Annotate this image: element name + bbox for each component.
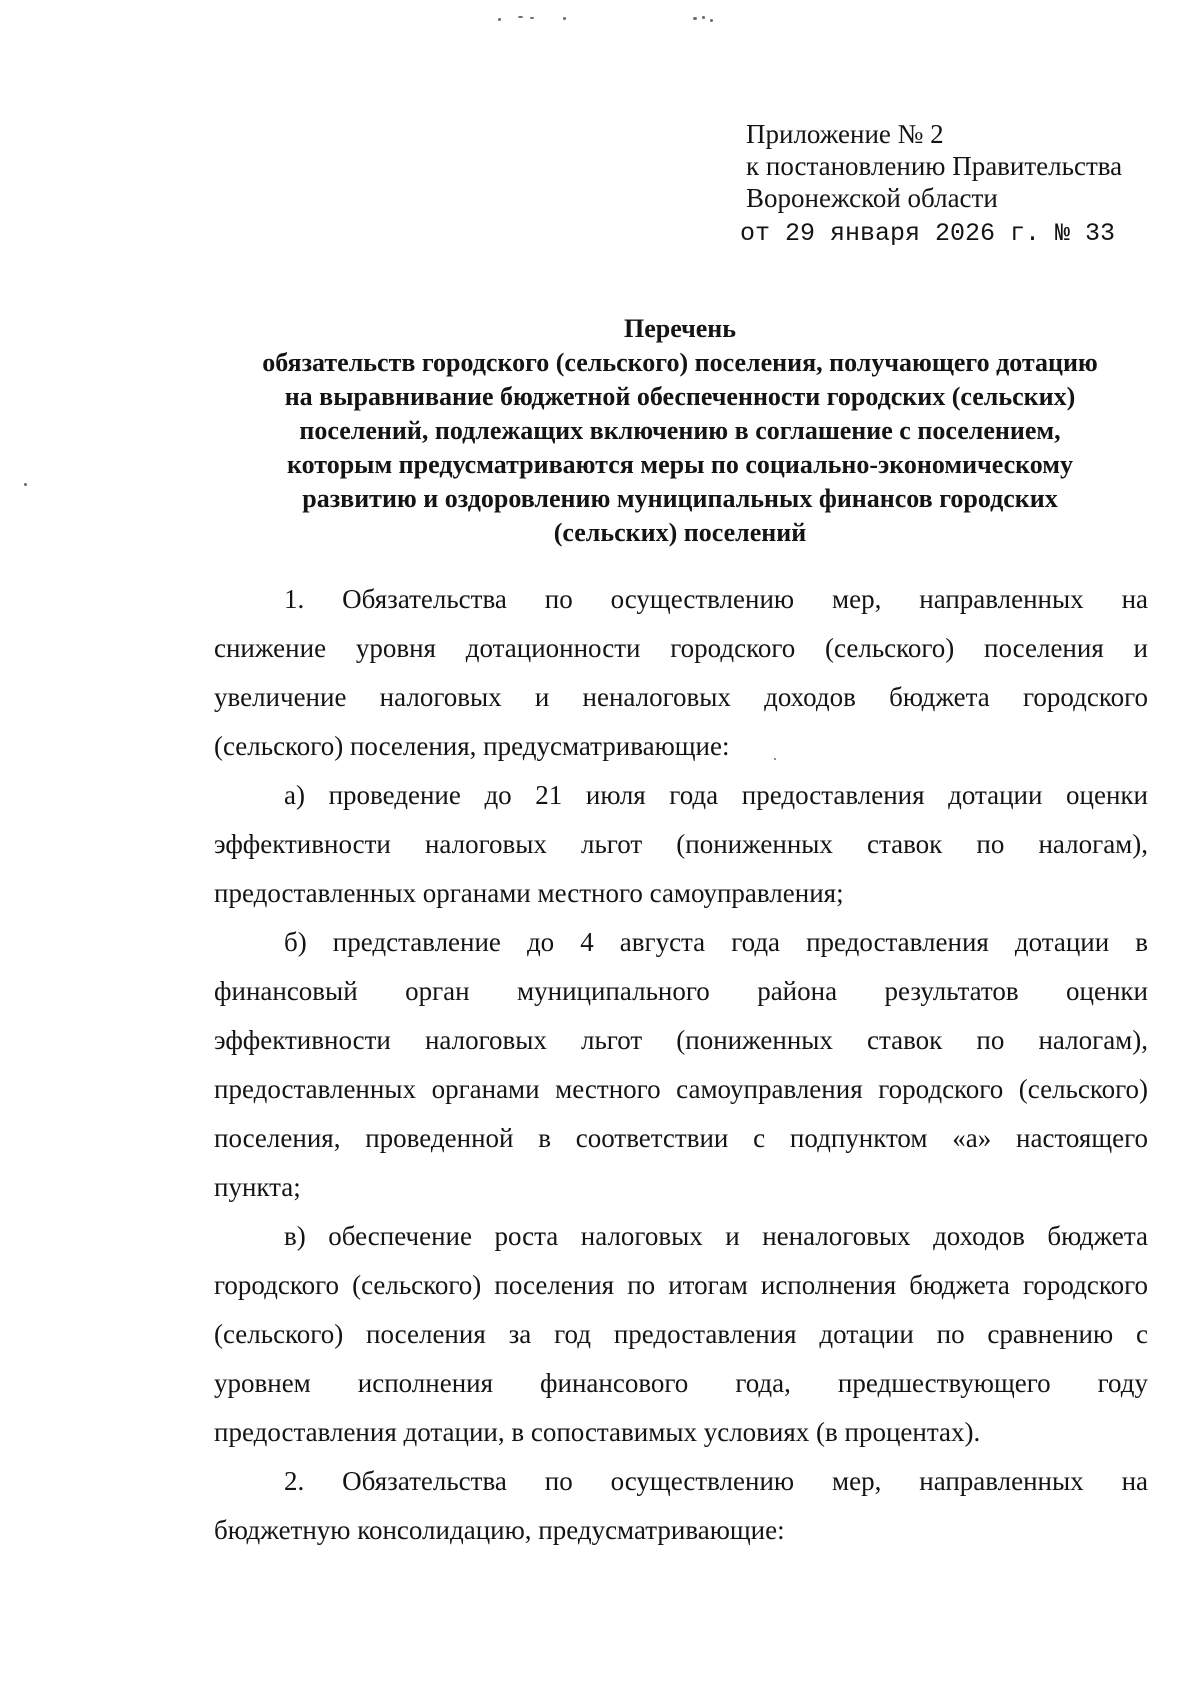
appendix-number: Приложение № 2 — [746, 119, 944, 149]
text-line: эффективности налоговых льгот (пониженных ставок по налогам), — [214, 1025, 1148, 1055]
scan-speck — [702, 16, 705, 19]
scan-speck — [518, 16, 523, 18]
text-line: бюджетную консолидацию, предусматривающие: — [214, 1515, 785, 1545]
text-line: предоставленных органами местного самоуправления городского (сельского) — [214, 1074, 1148, 1104]
paragraph-1 — [214, 575, 1148, 771]
title-line: Перечень — [623, 314, 737, 343]
text-line: 1. Обязательства по осуществлению мер, направленных на — [284, 584, 1148, 614]
appendix-date-number: от 29 января 2026 г. № 33 — [740, 219, 1116, 248]
text-line: пункта; — [214, 1172, 301, 1202]
scan-speck — [693, 17, 697, 20]
text-line: 2. Обязательства по осуществлению мер, направленных на — [284, 1466, 1148, 1496]
text-line: предоставления дотации, в сопоставимых условиях (в процентах). — [214, 1417, 981, 1447]
title-line: обязательств городского (сельского) поселения, получающего дотацию — [262, 348, 1098, 377]
text-line: снижение уровня дотационности городского (сельского) поселения и — [214, 633, 1148, 663]
scan-speck — [498, 18, 501, 21]
title-line: которым предусматриваются меры по социально-экономическому — [286, 450, 1074, 479]
subparagraph-v — [214, 1212, 1148, 1457]
title-line: на выравнивание бюджетной обеспеченности городских (сельских) — [284, 382, 1076, 411]
subparagraph-a — [214, 771, 1148, 918]
title-line: (сельских) поселений — [553, 518, 807, 547]
subparagraph-b — [214, 918, 1148, 1212]
text-line: (сельского) поселения за год предоставления дотации по сравнению с — [214, 1319, 1148, 1349]
appendix-region: Воронежской области — [746, 183, 998, 213]
text-line: б) представление до 4 августа года предоставления дотации в — [284, 927, 1148, 957]
scan-speck — [530, 17, 534, 19]
appendix-decree-ref: к постановлению Правительства — [746, 151, 1123, 181]
scan-speck — [563, 17, 566, 20]
text-line: увеличение налоговых и неналоговых доходов бюджета городского — [214, 682, 1148, 712]
text-line: финансовый орган муниципального района результатов оценки — [214, 976, 1148, 1006]
text-line: поселения, проведенной в соответствии с подпунктом «а» настоящего — [214, 1123, 1148, 1153]
text-line: (сельского) поселения, предусматривающие: — [214, 731, 730, 761]
text-line: предоставленных органами местного самоуправления; — [214, 878, 844, 908]
paragraph-2 — [214, 1457, 1148, 1555]
scan-speck — [710, 19, 713, 22]
text-line: эффективности налоговых льгот (пониженных ставок по налогам), — [214, 829, 1148, 859]
document-body — [214, 575, 1148, 1555]
appendix-reference — [740, 118, 1166, 250]
scan-speck — [24, 483, 27, 486]
text-line: городского (сельского) поселения по итогам исполнения бюджета городского — [214, 1270, 1148, 1300]
title-line: развитию и оздоровлению муниципальных финансов городских — [302, 484, 1058, 513]
text-line: в) обеспечение роста налоговых и неналоговых доходов бюджета — [284, 1221, 1148, 1251]
text-line: а) проведение до 21 июля года предоставления дотации оценки — [284, 780, 1148, 810]
document-title — [150, 312, 1200, 550]
title-line: поселений, подлежащих включению в соглашение с поселением, — [299, 416, 1061, 445]
text-line: уровнем исполнения финансового года, предшествующего году — [214, 1368, 1148, 1398]
